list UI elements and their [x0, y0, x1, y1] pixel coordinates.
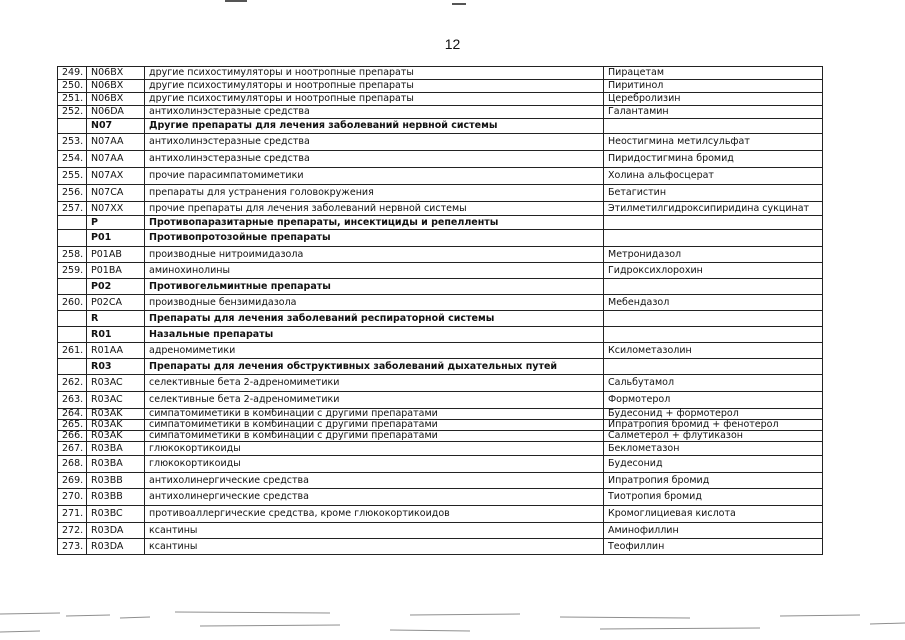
drug-name-cell: Гидроксихлорохин: [604, 263, 823, 279]
drug-name-cell: Ипратропия бромид: [604, 473, 823, 489]
drug-name-cell: Формотерол: [604, 392, 823, 409]
row-number-cell: 269.: [58, 473, 87, 489]
drug-name-cell: [604, 216, 823, 230]
table-row: [58, 106, 823, 119]
atc-code-cell: R03BC: [87, 506, 145, 523]
group-name-cell: симпатомиметики в комбинации с другими препаратами: [145, 431, 604, 442]
drug-name-cell: Церебролизин: [604, 93, 823, 106]
group-name-cell: глюкокортикоиды: [145, 456, 604, 473]
group-name-cell: Препараты для лечения заболеваний респираторной системы: [145, 311, 604, 327]
section-row: [58, 359, 823, 375]
drug-name-cell: Неостигмина метилсульфат: [604, 134, 823, 151]
group-name-cell: антихолинэстеразные средства: [145, 106, 604, 119]
row-number-cell: 250.: [58, 80, 87, 93]
drug-name-cell: Сальбутамол: [604, 375, 823, 392]
atc-code-cell: R03DA: [87, 539, 145, 555]
atc-code-cell: R03AK: [87, 431, 145, 442]
drug-name-cell: Тиотропия бромид: [604, 489, 823, 506]
group-name-cell: симпатомиметики в комбинации с другими препаратами: [145, 409, 604, 420]
drug-name-cell: [604, 119, 823, 134]
row-number-cell: [58, 327, 87, 343]
drug-name-cell: Будесонид + формотерол: [604, 409, 823, 420]
table-row: [58, 523, 823, 539]
row-number-cell: 255.: [58, 168, 87, 185]
atc-code-cell: R03AC: [87, 375, 145, 392]
group-name-cell: Другие препараты для лечения заболеваний нервной системы: [145, 119, 604, 134]
table-row: [58, 295, 823, 311]
section-row: [58, 327, 823, 343]
group-name-cell: противоаллергические средства, кроме глюкокортикоидов: [145, 506, 604, 523]
drug-name-cell: [604, 279, 823, 295]
row-number-cell: [58, 119, 87, 134]
row-number-cell: [58, 216, 87, 230]
section-row: [58, 311, 823, 327]
drug-name-cell: Кромоглициевая кислота: [604, 506, 823, 523]
group-name-cell: антихолинэстеразные средства: [145, 151, 604, 168]
row-number-cell: 261.: [58, 343, 87, 359]
group-name-cell: Противогельминтные препараты: [145, 279, 604, 295]
row-number-cell: [58, 230, 87, 247]
row-number-cell: 258.: [58, 247, 87, 263]
table-row: [58, 202, 823, 216]
drug-name-cell: Теофиллин: [604, 539, 823, 555]
atc-code-cell: N07AX: [87, 168, 145, 185]
atc-code-cell: P02: [87, 279, 145, 295]
atc-code-cell: N07AA: [87, 151, 145, 168]
drug-name-cell: [604, 359, 823, 375]
row-number-cell: [58, 279, 87, 295]
group-name-cell: производные нитроимидазола: [145, 247, 604, 263]
row-number-cell: [58, 311, 87, 327]
table-row: [58, 442, 823, 456]
atc-code-cell: N06BX: [87, 67, 145, 80]
row-number-cell: 264.: [58, 409, 87, 420]
row-number-cell: 265.: [58, 420, 87, 431]
row-number-cell: 271.: [58, 506, 87, 523]
table-row: [58, 263, 823, 279]
atc-code-cell: R01AA: [87, 343, 145, 359]
table-row: [58, 420, 823, 431]
drug-name-cell: Метронидазол: [604, 247, 823, 263]
row-number-cell: 267.: [58, 442, 87, 456]
table-row: [58, 539, 823, 555]
table-row: [58, 343, 823, 359]
table-row: [58, 151, 823, 168]
row-number-cell: 263.: [58, 392, 87, 409]
table-row: [58, 247, 823, 263]
atc-code-cell: R01: [87, 327, 145, 343]
table-row: [58, 185, 823, 202]
scan-mark: [452, 3, 466, 5]
drug-name-cell: Галантамин: [604, 106, 823, 119]
group-name-cell: ксантины: [145, 539, 604, 555]
atc-code-cell: R03AK: [87, 420, 145, 431]
group-name-cell: глюкокортикоиды: [145, 442, 604, 456]
atc-code-cell: N06BX: [87, 93, 145, 106]
atc-code-cell: R03BB: [87, 473, 145, 489]
group-name-cell: другие психостимуляторы и ноотропные препараты: [145, 80, 604, 93]
section-row: [58, 230, 823, 247]
group-name-cell: прочие парасимпатомиметики: [145, 168, 604, 185]
group-name-cell: Противопаразитарные препараты, инсектициды и репелленты: [145, 216, 604, 230]
row-number-cell: 257.: [58, 202, 87, 216]
table-row: [58, 456, 823, 473]
group-name-cell: ксантины: [145, 523, 604, 539]
group-name-cell: Назальные препараты: [145, 327, 604, 343]
section-row: [58, 119, 823, 134]
group-name-cell: другие психостимуляторы и ноотропные препараты: [145, 93, 604, 106]
row-number-cell: 252.: [58, 106, 87, 119]
row-number-cell: 259.: [58, 263, 87, 279]
atc-code-cell: P: [87, 216, 145, 230]
row-number-cell: 253.: [58, 134, 87, 151]
row-number-cell: 270.: [58, 489, 87, 506]
row-number-cell: 256.: [58, 185, 87, 202]
row-number-cell: 273.: [58, 539, 87, 555]
row-number-cell: 254.: [58, 151, 87, 168]
atc-code-cell: R03BA: [87, 456, 145, 473]
drug-name-cell: Этилметилгидроксипиридина сукцинат: [604, 202, 823, 216]
atc-code-cell: P02CA: [87, 295, 145, 311]
group-name-cell: производные бензимидазола: [145, 295, 604, 311]
atc-code-cell: N07CA: [87, 185, 145, 202]
atc-code-cell: R03: [87, 359, 145, 375]
atc-code-cell: R03BA: [87, 442, 145, 456]
drug-name-cell: Пирацетам: [604, 67, 823, 80]
drug-name-cell: Мебендазол: [604, 295, 823, 311]
page-number: 12: [444, 36, 461, 52]
drug-name-cell: [604, 311, 823, 327]
group-name-cell: антихолинэстеразные средства: [145, 134, 604, 151]
group-name-cell: антихолинергические средства: [145, 489, 604, 506]
atc-code-cell: N07AA: [87, 134, 145, 151]
row-number-cell: 272.: [58, 523, 87, 539]
row-number-cell: [58, 359, 87, 375]
atc-code-cell: R03AC: [87, 392, 145, 409]
table-row: [58, 489, 823, 506]
table-row: [58, 93, 823, 106]
drug-name-cell: Ипратропия бромид + фенотерол: [604, 420, 823, 431]
atc-code-cell: P01: [87, 230, 145, 247]
group-name-cell: Противопротозойные препараты: [145, 230, 604, 247]
row-number-cell: 249.: [58, 67, 87, 80]
table-row: [58, 80, 823, 93]
group-name-cell: аминохинолины: [145, 263, 604, 279]
atc-code-cell: N07: [87, 119, 145, 134]
row-number-cell: 266.: [58, 431, 87, 442]
atc-code-cell: N07XX: [87, 202, 145, 216]
row-number-cell: 260.: [58, 295, 87, 311]
atc-code-cell: P01AB: [87, 247, 145, 263]
table-row: [58, 409, 823, 420]
drug-name-cell: Пиридостигмина бромид: [604, 151, 823, 168]
table-row: [58, 392, 823, 409]
atc-code-cell: R03BB: [87, 489, 145, 506]
table-body: [58, 67, 823, 555]
drug-name-cell: [604, 230, 823, 247]
group-name-cell: антихолинергические средства: [145, 473, 604, 489]
drug-name-cell: Салметерол + флутиказон: [604, 431, 823, 442]
group-name-cell: симпатомиметики в комбинации с другими препаратами: [145, 420, 604, 431]
table-row: [58, 168, 823, 185]
drug-list-table: [57, 66, 823, 555]
group-name-cell: препараты для устранения головокружения: [145, 185, 604, 202]
atc-code-cell: R03AK: [87, 409, 145, 420]
group-name-cell: Препараты для лечения обструктивных заболеваний дыхательных путей: [145, 359, 604, 375]
drug-name-cell: Пиритинол: [604, 80, 823, 93]
table-row: [58, 67, 823, 80]
table-row: [58, 431, 823, 442]
section-row: [58, 279, 823, 295]
drug-name-cell: [604, 327, 823, 343]
scan-mark: [225, 0, 247, 2]
group-name-cell: селективные бета 2-адреномиметики: [145, 375, 604, 392]
group-name-cell: адреномиметики: [145, 343, 604, 359]
table-row: [58, 134, 823, 151]
section-row: [58, 216, 823, 230]
group-name-cell: прочие препараты для лечения заболеваний нервной системы: [145, 202, 604, 216]
drug-name-cell: Бетагистин: [604, 185, 823, 202]
table-row: [58, 375, 823, 392]
drug-name-cell: Холина альфосцерат: [604, 168, 823, 185]
atc-code-cell: N06BX: [87, 80, 145, 93]
atc-code-cell: N06DA: [87, 106, 145, 119]
group-name-cell: селективные бета 2-адреномиметики: [145, 392, 604, 409]
drug-name-cell: Беклометазон: [604, 442, 823, 456]
atc-code-cell: P01BA: [87, 263, 145, 279]
table-row: [58, 506, 823, 523]
row-number-cell: 251.: [58, 93, 87, 106]
row-number-cell: 268.: [58, 456, 87, 473]
atc-code-cell: R03DA: [87, 523, 145, 539]
table-row: [58, 473, 823, 489]
scan-noise: [0, 604, 905, 640]
group-name-cell: другие психостимуляторы и ноотропные препараты: [145, 67, 604, 80]
atc-code-cell: R: [87, 311, 145, 327]
row-number-cell: 262.: [58, 375, 87, 392]
drug-name-cell: Будесонид: [604, 456, 823, 473]
drug-name-cell: Аминофиллин: [604, 523, 823, 539]
drug-name-cell: Ксилометазолин: [604, 343, 823, 359]
